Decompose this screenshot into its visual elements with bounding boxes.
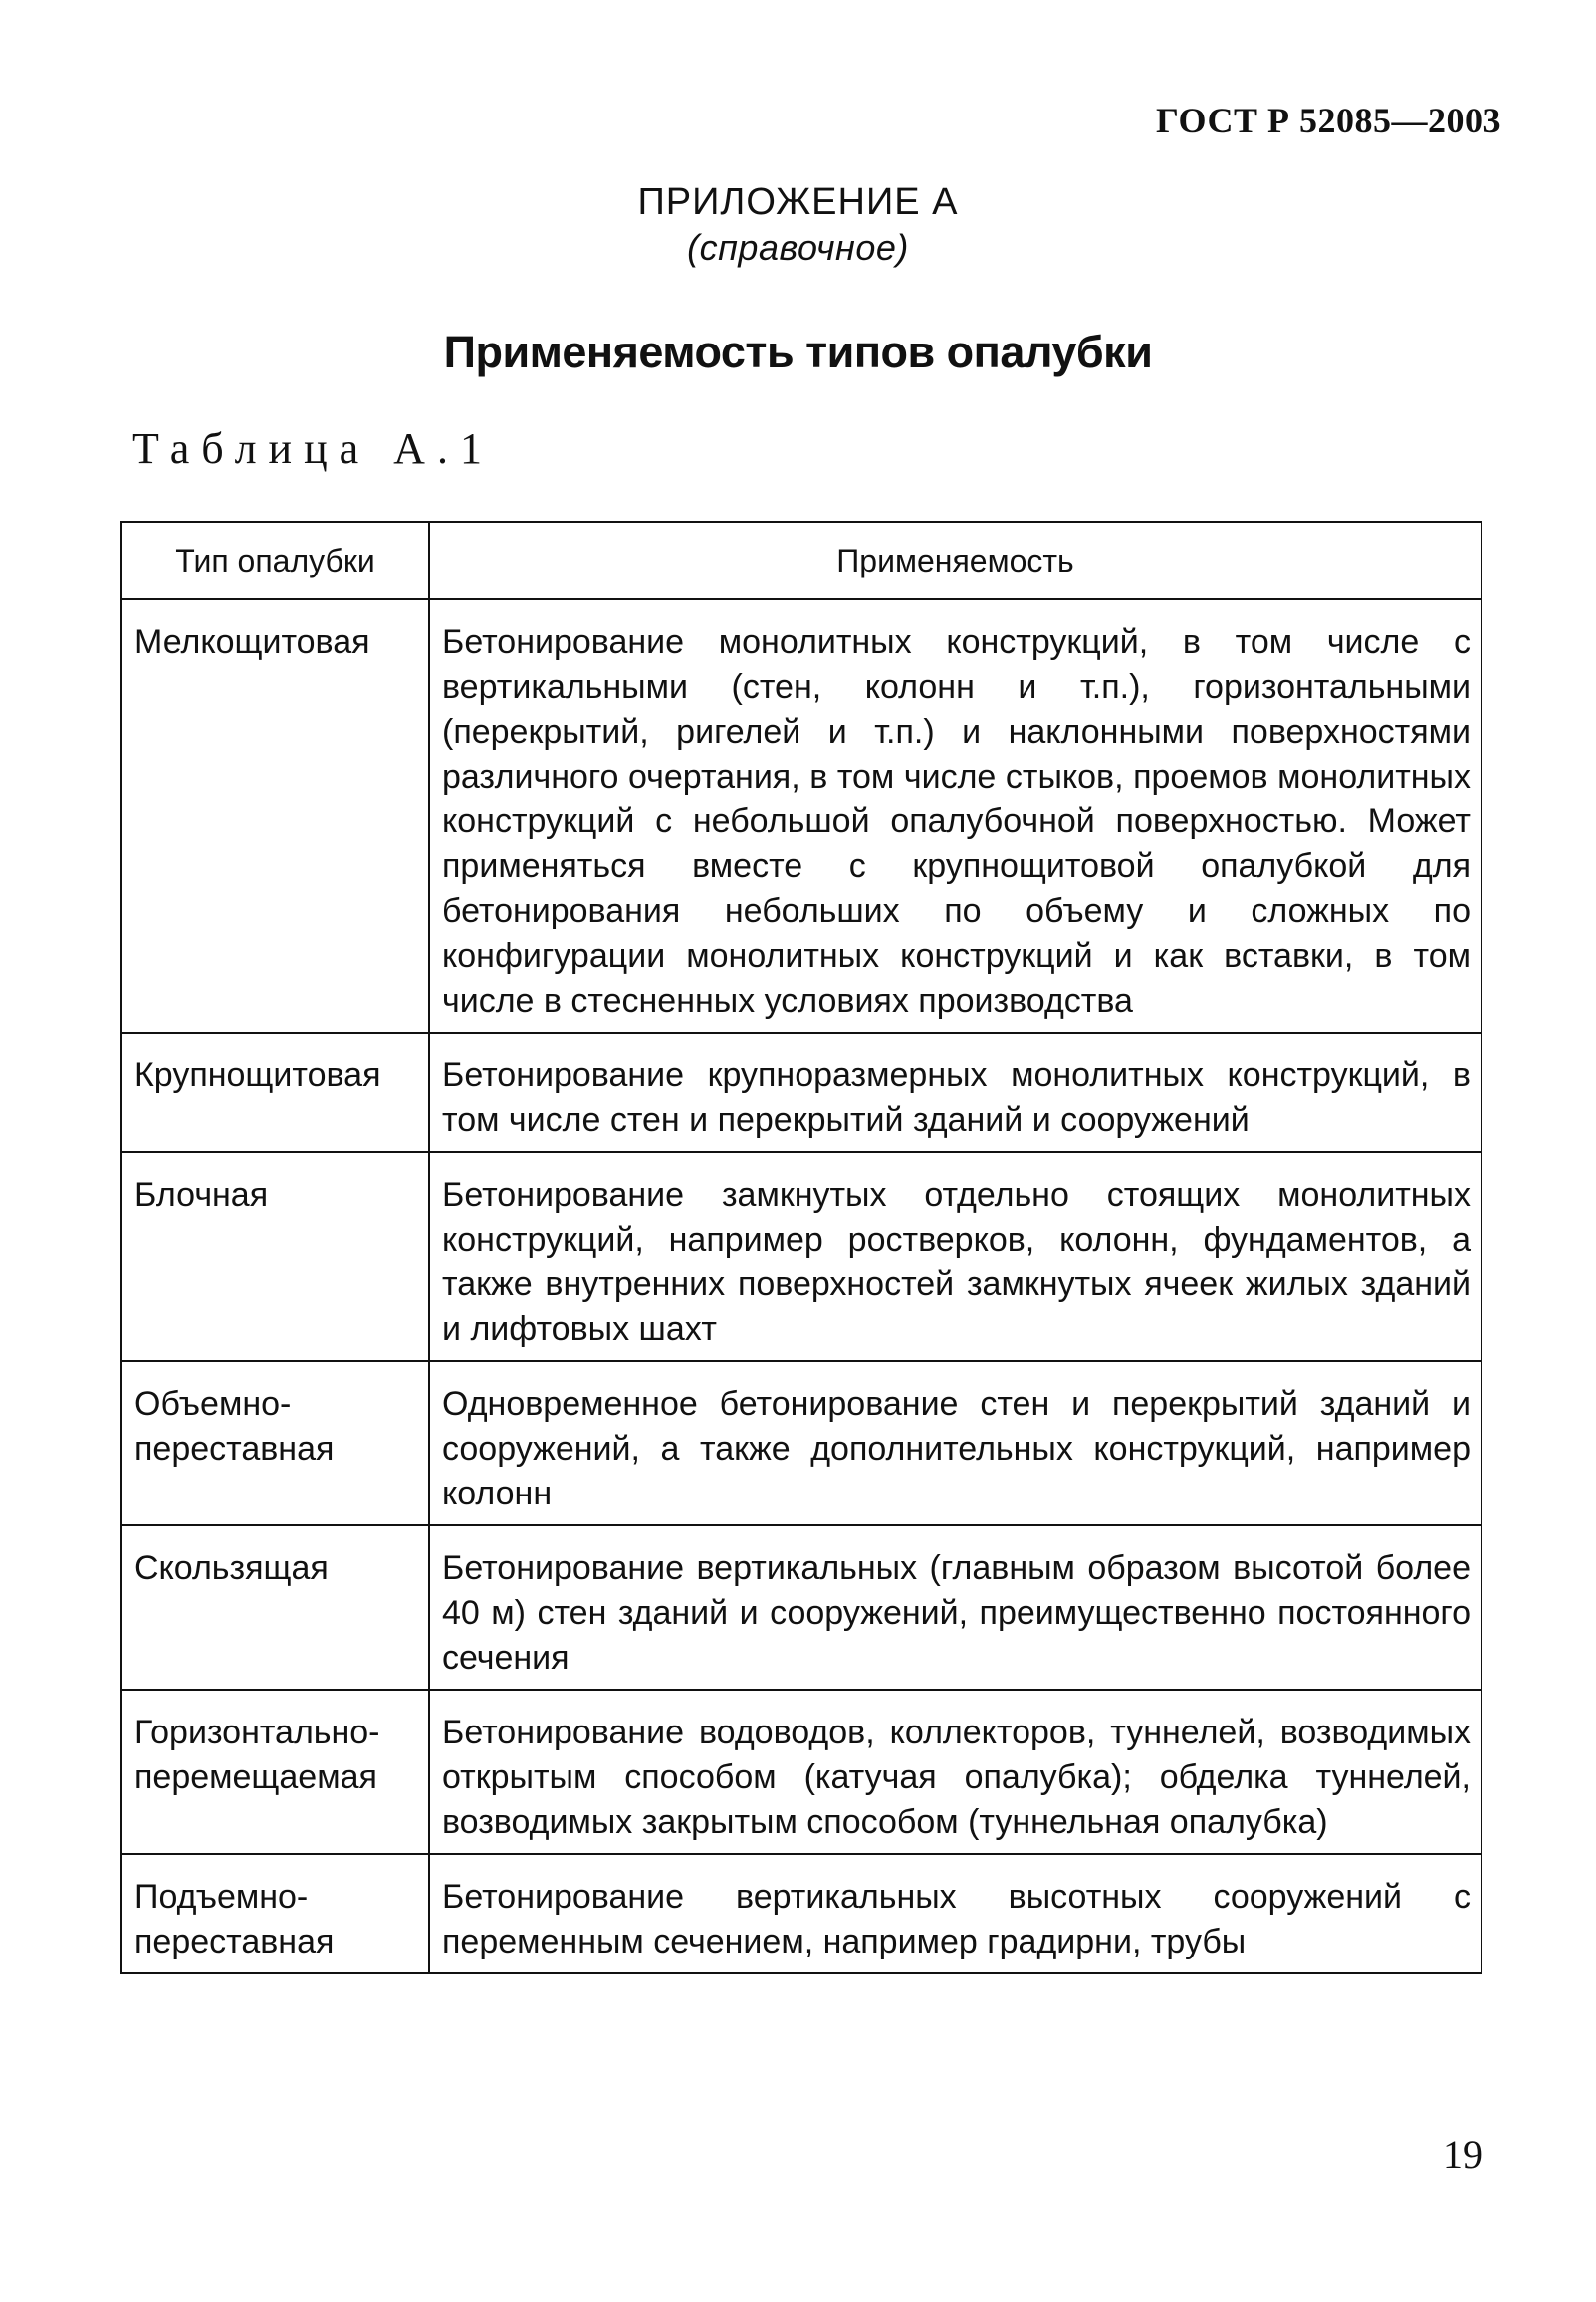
table-row	[121, 599, 1482, 1033]
header-type: Тип опалубки	[121, 522, 429, 599]
standard-number: ГОСТ Р 52085—2003	[1156, 101, 1501, 140]
appendix-label: ПРИЛОЖЕНИЕ А	[637, 181, 959, 223]
row-type: Объемно-переставная	[121, 1361, 429, 1525]
appendix-heading	[0, 179, 1596, 271]
table-row	[121, 1361, 1482, 1525]
row-desc: Бетонирование крупноразмерных монолитных конструкций, в том числе стен и перекрытий зданий и сооружений	[429, 1033, 1482, 1152]
table-caption: Таблица А.1	[132, 424, 494, 473]
table-row	[121, 1690, 1482, 1854]
table-header-row	[121, 522, 1482, 599]
page-title: Применяемость типов опалубки	[443, 327, 1153, 377]
row-type: Блочная	[121, 1152, 429, 1361]
row-desc: Бетонирование замкнутых отдельно стоящих монолитных конструкций, например ростверков, колонн, фундаментов, а также внутренних поверхностей замкнутых ячеек жилых зданий и лифтовых шахт	[429, 1152, 1482, 1361]
table-row	[121, 1152, 1482, 1361]
row-desc: Бетонирование вертикальных (главным образом высотой более 40 м) стен зданий и сооружений, преимущественно постоянного сечения	[429, 1525, 1482, 1690]
appendix-sub: (справочное)	[687, 227, 909, 268]
row-type: Горизонтально-перемещаемая	[121, 1690, 429, 1854]
row-desc: Бетонирование вертикальных высотных сооружений с переменным сечением, например градирни, трубы	[429, 1854, 1482, 1973]
row-desc: Одновременное бетонирование стен и перекрытий зданий и сооружений, а также дополнительных конструкций, например колонн	[429, 1361, 1482, 1525]
table-row	[121, 1854, 1482, 1973]
row-type: Крупнощитовая	[121, 1033, 429, 1152]
row-type: Мелкощитовая	[121, 599, 429, 1033]
table-row	[121, 1525, 1482, 1690]
table-row	[121, 1033, 1482, 1152]
row-desc: Бетонирование монолитных конструкций, в том числе с вертикальными (стен, колонн и т.п.), горизонтальными (перекрытий, ригелей и т.п.) и наклонными поверхностями различного очертания, в том числе стыков, проемов монолитных конструкций с небольшой опалубочной поверхностью. Может применяться вместе с крупнощитовой опалубкой для бетонирования небольших по объему и сложных по конфигурации монолитных конструкций и как вставки, в том числе в стесненных условиях производства	[429, 599, 1482, 1033]
header-applicability: Применяемость	[429, 522, 1482, 599]
page-number: 19	[1443, 2132, 1482, 2177]
row-type: Скользящая	[121, 1525, 429, 1690]
formwork-table	[120, 521, 1482, 1974]
row-type: Подъемно-переставная	[121, 1854, 429, 1973]
row-desc: Бетонирование водоводов, коллекторов, туннелей, возводимых открытым способом (катучая опалубка); обделка туннелей, возводимых закрытым способом (туннельная опалубка)	[429, 1690, 1482, 1854]
